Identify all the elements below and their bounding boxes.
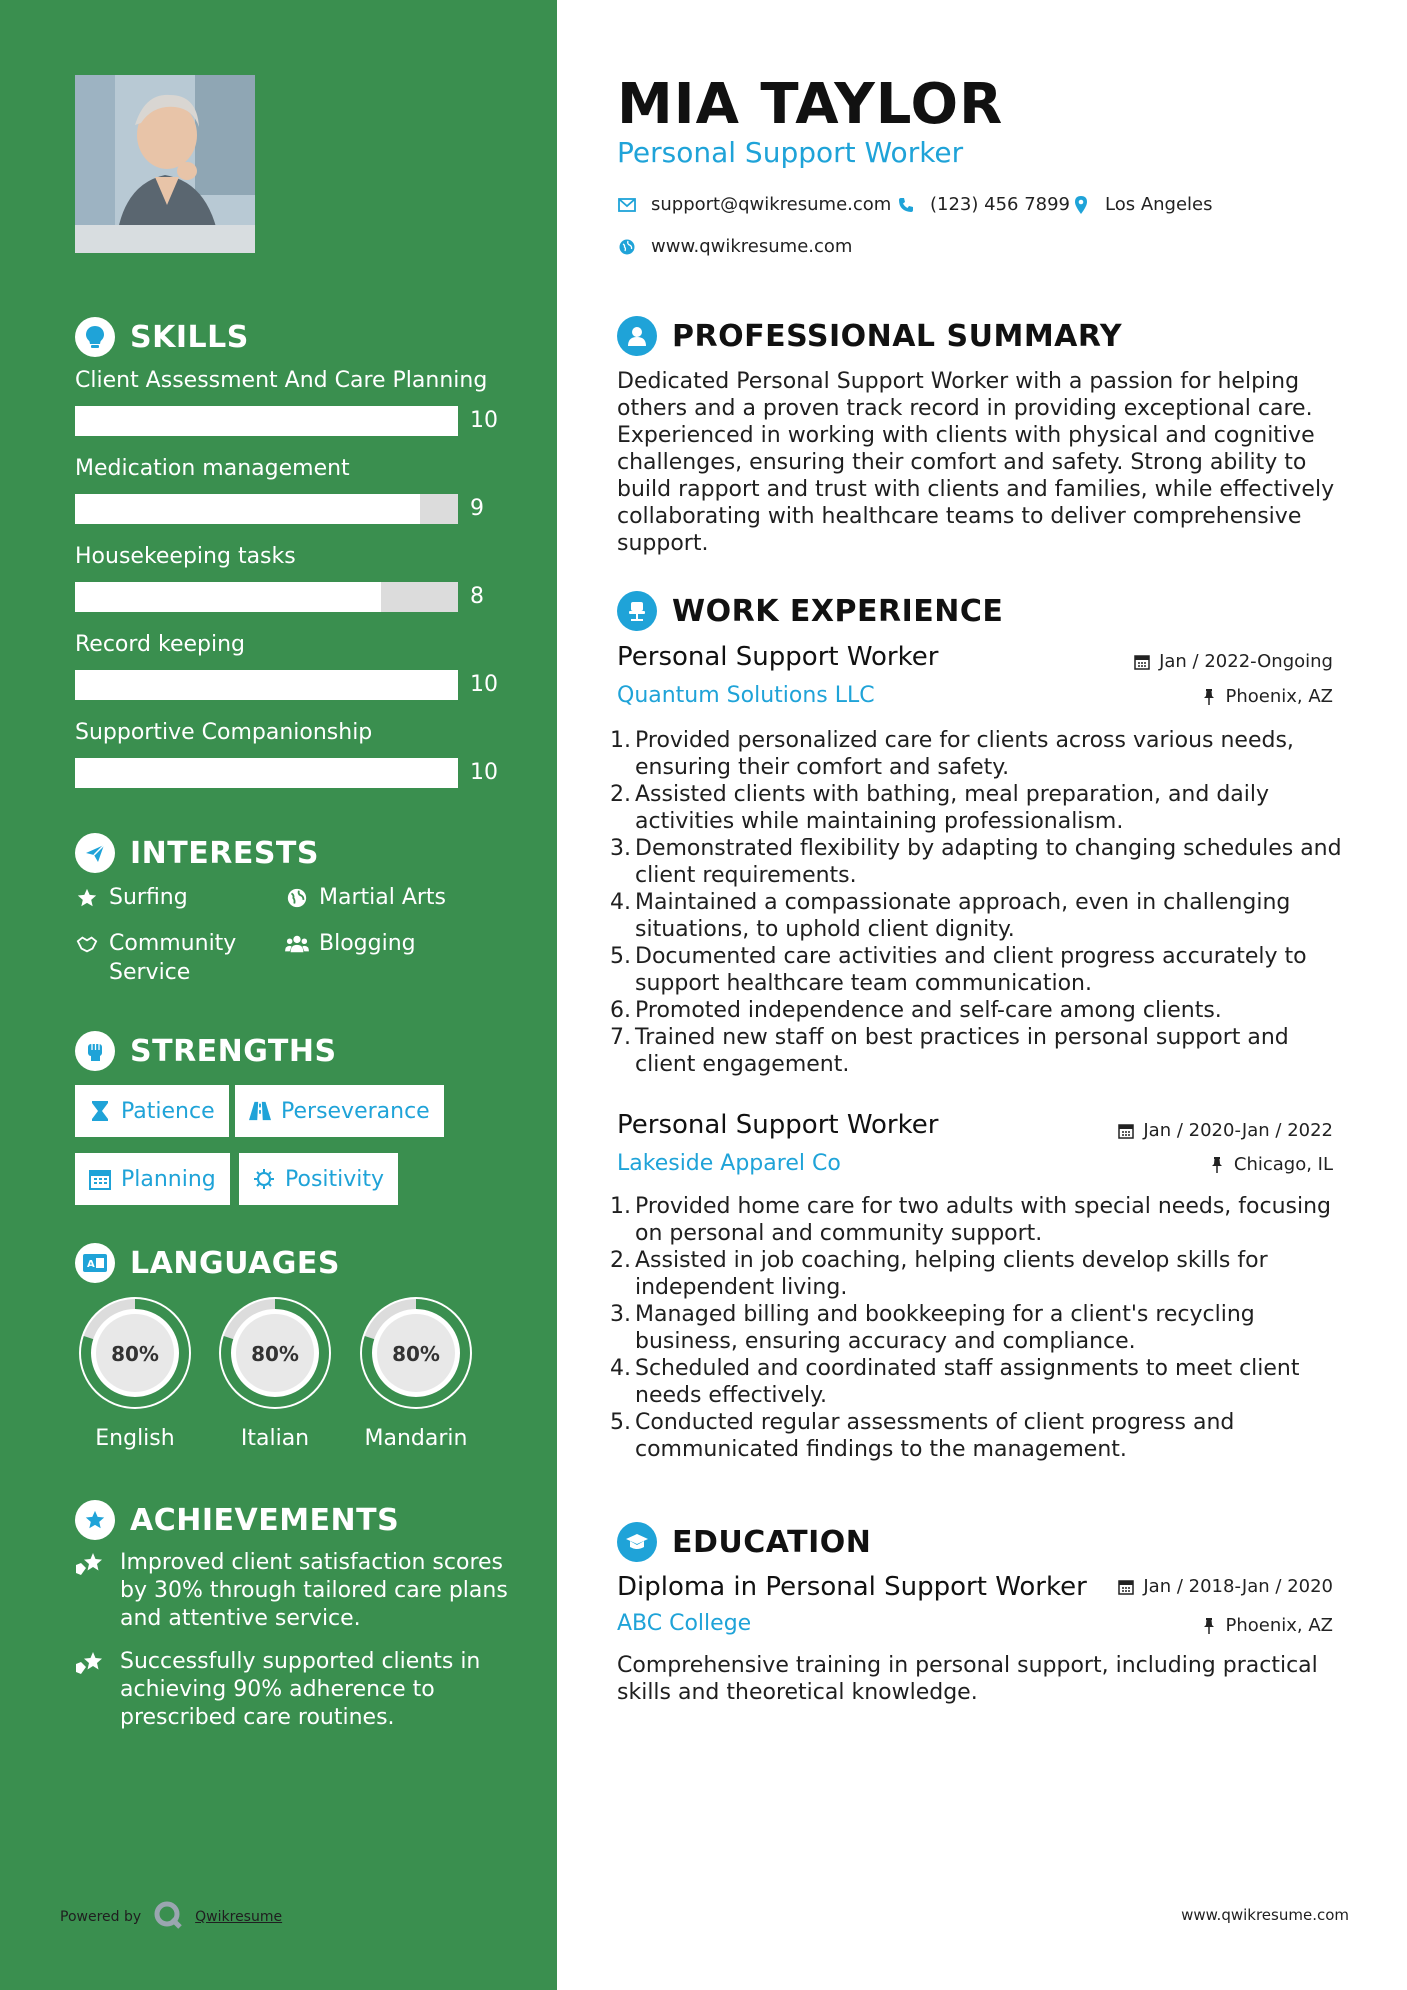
strength-tag — [75, 1153, 230, 1205]
skill-name: Supportive Companionship — [75, 720, 373, 745]
duty-text: Conducted regular assessments of client progress and communicated findings to the management. — [635, 1410, 1235, 1462]
award-icon — [75, 1500, 115, 1540]
skill-name: Client Assessment And Care Planning — [75, 368, 488, 393]
star-icon — [75, 883, 99, 912]
job-duties-list — [610, 727, 1342, 1078]
achievements-heading — [75, 1500, 399, 1540]
user-icon — [617, 316, 657, 356]
strength-label: Patience — [121, 1098, 215, 1124]
list-item: 5. Conducted regular assessments of client progress and communicated findings to the management. — [610, 1409, 1342, 1463]
skill-name: Housekeeping tasks — [75, 544, 296, 569]
list-item: 6. Promoted independence and self-care among clients. — [610, 998, 1222, 1023]
footer-url[interactable]: www.qwikresume.com — [1181, 1906, 1349, 1924]
skill-item — [75, 630, 505, 697]
language-name: English — [95, 1426, 175, 1451]
skill-bar-fill — [75, 582, 381, 612]
skill-bar — [75, 582, 458, 612]
calendar-icon — [1117, 1122, 1135, 1140]
road-icon — [249, 1100, 271, 1122]
paper-plane-icon — [75, 833, 115, 873]
duty-text: Demonstrated flexibility by adapting to changing schedules and client requirements. — [635, 836, 1342, 888]
language-icon — [75, 1243, 115, 1283]
skill-bar-fill — [75, 406, 458, 436]
language-name: Italian — [240, 1426, 310, 1451]
pushpin-icon — [1200, 1617, 1218, 1635]
handshake-icon — [75, 929, 99, 958]
job-dates — [1133, 651, 1333, 672]
duty-text: Provided personalized care for clients across various needs, ensuring their comfort and safety. — [635, 728, 1294, 780]
skill-bar — [75, 758, 458, 788]
contact-email — [617, 194, 891, 215]
calendar-icon — [1117, 1578, 1135, 1596]
star-hand-icon — [75, 1648, 105, 1732]
pushpin-icon — [1208, 1156, 1226, 1174]
svg-text:A: A — [87, 1259, 95, 1270]
interests-heading — [75, 833, 319, 873]
strength-tag — [239, 1153, 398, 1205]
contact-location — [1071, 194, 1213, 215]
list-item: 1. Provided home care for two adults with special needs, focusing on personal and community support. — [610, 1193, 1342, 1247]
list-item: 3. Demonstrated flexibility by adapting to changing schedules and client requirements. — [610, 836, 1342, 888]
language-percent: 80% — [392, 1342, 440, 1366]
interest-item — [75, 883, 188, 912]
interest-item — [75, 929, 265, 987]
list-item: 7. Trained new staff on best practices in personal support and client engagement. — [610, 1024, 1342, 1078]
skill-value: 8 — [470, 584, 484, 609]
job-dates-text: Jan / 2020-Jan / 2022 — [1143, 1120, 1333, 1141]
calendar-icon — [1133, 653, 1151, 671]
map-marker-icon — [1071, 195, 1091, 215]
interest-label: Martial Arts — [319, 885, 447, 910]
job-dates-text: Jan / 2022-Ongoing — [1159, 651, 1333, 672]
summary-title: PROFESSIONAL SUMMARY — [672, 318, 1123, 354]
skill-value: 10 — [470, 408, 498, 433]
list-item: 4. Maintained a compassionate approach, even in challenging situations, to uphold client dignity. — [610, 889, 1342, 943]
experience-heading — [617, 591, 1003, 631]
interest-label: Community Service — [109, 931, 237, 985]
skill-item — [75, 718, 505, 785]
website-text[interactable]: www.qwikresume.com — [651, 236, 853, 257]
list-item: 3. Managed billing and bookkeeping for a client's recycling business, ensuring accuracy and compliance. — [610, 1301, 1342, 1355]
star-hand-icon — [75, 1549, 105, 1633]
duty-text: Assisted clients with bathing, meal preparation, and daily activities while maintaining professionalism. — [635, 782, 1270, 834]
skill-bar-fill — [75, 758, 458, 788]
job-location — [1200, 686, 1334, 707]
calendar-icon — [89, 1168, 111, 1190]
skill-bar — [75, 494, 458, 524]
skill-bar — [75, 406, 458, 436]
candidate-title: Personal Support Worker — [617, 136, 964, 169]
language-name: Mandarin — [364, 1426, 468, 1451]
summary-heading — [617, 316, 1122, 356]
job-duties-list — [610, 1193, 1342, 1463]
language-item — [355, 1292, 477, 1451]
lightbulb-icon — [75, 317, 115, 357]
job-location-text: Phoenix, AZ — [1225, 686, 1333, 707]
skill-item — [75, 542, 505, 609]
pushpin-icon — [1200, 688, 1218, 706]
education-dates-text: Jan / 2018-Jan / 2020 — [1143, 1576, 1333, 1597]
office-chair-icon — [617, 591, 657, 631]
skill-item — [75, 454, 505, 521]
skill-bar-fill — [75, 670, 458, 700]
job-location — [1208, 1154, 1333, 1175]
skill-value: 9 — [470, 496, 484, 521]
interest-label: Blogging — [319, 931, 416, 956]
skill-name: Medication management — [75, 456, 350, 481]
sidebar — [0, 0, 557, 1990]
skill-item — [75, 366, 505, 433]
duty-text: Scheduled and coordinated staff assignments to meet client needs effectively. — [635, 1356, 1300, 1408]
skill-bar — [75, 670, 458, 700]
profile-photo — [75, 75, 255, 253]
hourglass-icon — [89, 1100, 111, 1122]
education-description: Comprehensive training in personal support, including practical skills and theoretical knowledge. — [617, 1653, 1318, 1705]
job-dates — [1117, 1120, 1333, 1141]
school-name: ABC College — [617, 1611, 752, 1636]
language-item — [74, 1292, 196, 1451]
globe-icon — [617, 237, 637, 257]
sun-icon — [253, 1168, 275, 1190]
job-company: Quantum Solutions LLC — [617, 683, 875, 708]
education-heading — [617, 1522, 871, 1562]
contact-website — [617, 236, 852, 257]
interest-label: Surfing — [109, 885, 188, 910]
education-title: EDUCATION — [672, 1524, 872, 1560]
education-location — [1200, 1615, 1334, 1636]
strengths-heading — [75, 1031, 337, 1071]
list-item: 4. Scheduled and coordinated staff assignments to meet client needs effectively. — [610, 1355, 1342, 1409]
achievement-item — [75, 1549, 515, 1633]
globe-icon — [285, 883, 309, 912]
contact-phone — [896, 194, 1070, 215]
language-percent: 80% — [251, 1342, 299, 1366]
skill-name: Record keeping — [75, 632, 246, 657]
strength-label: Perseverance — [281, 1098, 430, 1124]
strength-label: Planning — [121, 1166, 216, 1192]
list-item: 2. Assisted clients with bathing, meal preparation, and daily activities while maintaining professionalism. — [610, 781, 1342, 835]
skill-value: 10 — [470, 760, 498, 785]
skills-title: SKILLS — [130, 319, 249, 355]
interest-item — [285, 929, 416, 958]
strength-tag — [75, 1085, 229, 1137]
strengths-title: STRENGTHS — [130, 1033, 337, 1069]
duty-text: Promoted independence and self-care among clients. — [635, 998, 1222, 1023]
achievement-text: Successfully supported clients in achieving 90% adherence to prescribed care routines. — [120, 1649, 481, 1730]
duty-text: Provided home care for two adults with special needs, focusing on personal and community support. — [635, 1194, 1331, 1246]
achievement-text: Improved client satisfaction scores by 30% through tailored care plans and attentive service. — [120, 1550, 508, 1631]
duty-text: Documented care activities and client progress accurately to support healthcare team communication. — [635, 944, 1307, 996]
language-ring — [214, 1292, 336, 1414]
qwikresume-logo-icon — [153, 1900, 183, 1934]
phone-icon — [896, 195, 916, 215]
skill-value: 10 — [470, 672, 498, 697]
skills-heading — [75, 317, 249, 357]
job-company: Lakeside Apparel Co — [617, 1151, 841, 1176]
graduation-cap-icon — [617, 1522, 657, 1562]
list-item: 1. Provided personalized care for clients across various needs, ensuring their comfort and safety. — [610, 727, 1342, 781]
language-item — [214, 1292, 336, 1451]
powered-by-label: Powered by — [60, 1909, 142, 1925]
job-title: Personal Support Worker — [617, 1110, 939, 1140]
achievements-title: ACHIEVEMENTS — [130, 1502, 400, 1538]
language-ring — [355, 1292, 477, 1414]
job-title: Personal Support Worker — [617, 642, 939, 672]
summary-text: Dedicated Personal Support Worker with a passion for helping others and a proven track record in providing exceptional care. Experienced in working with clients with physical and cognitive challenges, ensuring their comfort and safety. Strong ability to build rapport and trust with clients and families, while effectively collaborating with healthcare teams to deliver comprehensive support. — [617, 369, 1335, 556]
strength-label: Positivity — [285, 1166, 385, 1192]
duty-text: Maintained a compassionate approach, even in challenging situations, to uphold client dignity. — [635, 890, 1291, 942]
degree-title: Diploma in Personal Support Worker — [617, 1572, 1087, 1602]
language-percent: 80% — [111, 1342, 159, 1366]
powered-by — [60, 1900, 282, 1934]
envelope-icon — [617, 195, 637, 215]
education-location-text: Phoenix, AZ — [1225, 1615, 1333, 1636]
strength-tag — [235, 1085, 444, 1137]
skill-bar-fill — [75, 494, 420, 524]
job-location-text: Chicago, IL — [1233, 1154, 1333, 1175]
email-text[interactable]: support@qwikresume.com — [651, 194, 892, 215]
interests-title: INTERESTS — [130, 835, 319, 871]
qwikresume-link[interactable]: Qwikresume — [195, 1909, 283, 1925]
list-item: 5. Documented care activities and client progress accurately to support healthcare team communication. — [610, 943, 1342, 997]
fist-icon — [75, 1031, 115, 1071]
languages-heading — [75, 1243, 340, 1283]
interest-item — [285, 883, 446, 912]
language-ring — [74, 1292, 196, 1414]
users-icon — [285, 929, 309, 958]
education-dates — [1117, 1576, 1333, 1597]
duty-text: Managed billing and bookkeeping for a client's recycling business, ensuring accuracy and compliance. — [635, 1302, 1255, 1354]
duty-text: Trained new staff on best practices in personal support and client engagement. — [635, 1025, 1289, 1077]
candidate-name: MIA TAYLOR — [617, 72, 1004, 137]
experience-title: WORK EXPERIENCE — [672, 593, 1004, 629]
phone-text[interactable]: (123) 456 7899 — [930, 194, 1071, 215]
list-item: 2. Assisted in job coaching, helping clients develop skills for independent living. — [610, 1247, 1342, 1301]
duty-text: Assisted in job coaching, helping clients develop skills for independent living. — [635, 1248, 1268, 1300]
languages-title: LANGUAGES — [130, 1245, 340, 1281]
location-text: Los Angeles — [1105, 194, 1213, 215]
achievement-item — [75, 1648, 515, 1732]
